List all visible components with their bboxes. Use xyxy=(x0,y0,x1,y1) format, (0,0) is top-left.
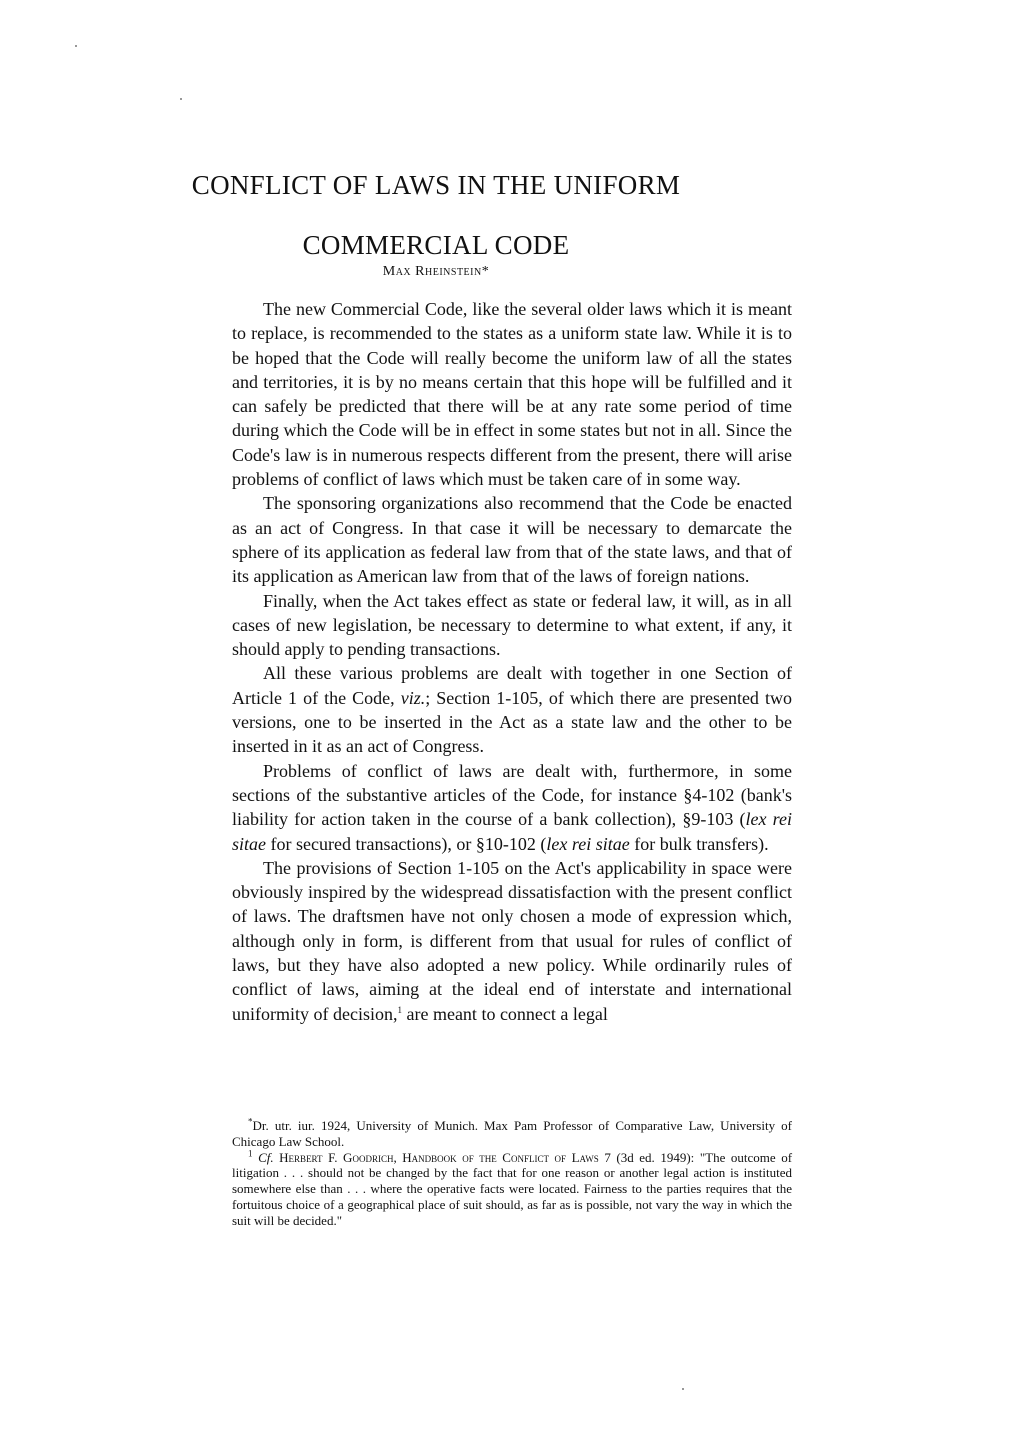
scan-speck xyxy=(180,98,182,100)
scan-speck xyxy=(75,45,77,47)
article-title-line-2: COMMERCIAL CODE xyxy=(302,230,570,260)
text-segment: are meant to connect a legal xyxy=(401,1003,608,1024)
article-body xyxy=(232,297,792,1026)
footnotes xyxy=(232,1118,792,1229)
italic-term: viz. xyxy=(400,687,426,708)
paragraph: The new Commercial Code, like the several older laws which it is meant to replace, is recommended to the states as a uniform state law. While it is to be hoped that the Code will really become the uniform law of all the states and territories, it is by no means certain that this hope will be fulfilled and it can safely be predicted that there will be at any rate some period of time during which the Code will be in effect in some states but not in all. Since the Code's law is in numerous respects different from the present, there will arise problems of conflict of laws which must be taken care of in some way. xyxy=(232,299,792,490)
text-segment: All these various problems are dealt with together in one Section of Article 1 of the Code, xyxy=(232,663,792,708)
paragraph: Finally, when the Act takes effect as state or federal law, it will, as in all cases of new legislation, be necessary to determine to what extent, if any, it should apply to pending transactions. xyxy=(232,590,792,660)
footnote-text: 7 (3d ed. 1949): "The outcome of litigation . . . should not be changed by the fact that for one reason or another legal action is instituted somewhere else than . . . where the operative facts were located. Fairness to the parties requires that the fortuitous choice of a geographical place of suit should, as far as is possible, not vary the way in which the suit will be decided." xyxy=(232,1149,793,1228)
text-segment: The provisions of Section 1-105 on the Act's applicability in space were obviously inspired by the widespread dissatisfaction with the present conflict of laws. The draftsmen have not only chosen a mode of expression which, although only in form, is different from that usual for rules of conflict of laws, but they have also adopted a new policy. While ordinarily rules of conflict of laws, aiming at the ideal end of interstate and international uniformity of decision, xyxy=(232,857,792,1024)
italic-term: lex rei sitae xyxy=(546,833,630,854)
italic-term: lex rei sitae xyxy=(232,809,793,854)
footnote-text: Dr. utr. iur. 1924, University of Munich. Max Pam Professor of Comparative Law, University of Chicago Law School. xyxy=(232,1118,792,1149)
text-segment: for secured transactions), or §10-102 ( xyxy=(266,833,547,854)
text-segment: ; Section 1-105, of which there are presented two versions, one to be inserted in the Act as a state law and the other to be inserted in it as an act of Congress. xyxy=(232,687,792,757)
footnote: $^1$ Cf. Herbert F. Goodrich, Handbook of the Conflict of Laws 7 (3d ed. 1949): "The outcome of litigation . . . should not be changed by the fact that for one reason or another legal action is instituted somewhere else than . . . where the operative facts were located. Fairness to the parties requires that the fortuitous choice of a geographical place of suit should, as far as is possible, not vary the way in which the suit will be decided." xyxy=(232,1148,793,1228)
article-title-line-1: CONFLICT OF LAWS IN THE UNIFORM xyxy=(191,170,681,200)
paragraph xyxy=(232,759,792,856)
cited-book: Handbook of the Conflict of Laws xyxy=(402,1149,599,1165)
footnote-mark: 1 xyxy=(248,1148,253,1159)
paragraph: The sponsoring organizations also recommend that the Code be enacted as an act of Congress. In that case it will be necessary to demarcate the sphere of its application as federal law from that of the state laws, and that of its application as American law from that of the laws of foreign nations. xyxy=(232,493,792,587)
scan-speck xyxy=(682,1388,684,1390)
text-segment: Problems of conflict of laws are dealt with, furthermore, in some sections of the substantive articles of the Code, for instance §4-102 (bank's liability for action taken in the course of a bank collection), §9-103 ( xyxy=(232,760,792,830)
cited-author: Herbert F. Goodrich xyxy=(279,1149,394,1165)
footnote-cf: Cf. xyxy=(258,1149,274,1165)
author-byline: Max Rheinstein* xyxy=(382,264,490,279)
footnote-mark: * xyxy=(248,1116,253,1127)
footnote xyxy=(232,1118,792,1150)
text-segment: for bulk transfers). xyxy=(629,833,769,854)
paragraph xyxy=(232,661,792,758)
footnote-ref[interactable]: 1 xyxy=(397,1004,402,1015)
paragraph xyxy=(232,856,792,1026)
